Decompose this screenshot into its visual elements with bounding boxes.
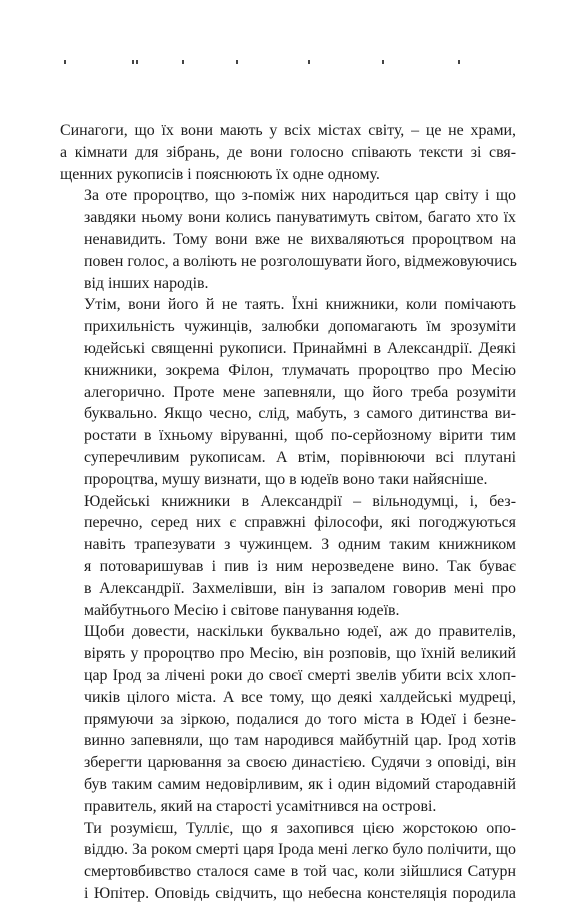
text-line: буквально. Якщо чесно, слід, мабуть, з самого дитинства ви- — [84, 405, 516, 423]
text-line: був таким самим недовірливим, як і один відомий стародавній — [84, 775, 516, 793]
header-mark — [136, 60, 138, 64]
text-line: прихильність чужинців, залюбки допомагають їм зрозуміти — [84, 318, 516, 336]
header-mark — [458, 60, 460, 64]
header-mark — [382, 60, 384, 64]
text-line: Синагоги, що їх вони мають у всіх містах світу, – це не храми, — [60, 122, 516, 139]
text-line: За оте пророцтво, що з-поміж них народиться цар світу і що — [84, 187, 516, 205]
paragraph — [60, 818, 516, 905]
header-mark — [182, 60, 184, 64]
text-line: майбутнього Месію і світове панування юдеїв. — [84, 601, 400, 619]
text-line: прямуючи за зіркою, подалися до того міста в Юдеї і безне- — [84, 710, 516, 728]
text-line: книжники, зокрема Філон, тлумачать пророцтво про Месію — [84, 361, 516, 379]
text-line: щенних рукописів і пояснюють їх одне одному. — [60, 165, 380, 183]
paragraph — [60, 120, 516, 185]
text-line: віддю. За роком смерті царя Ірода мені легко було полічити, що — [84, 841, 516, 859]
text-line: повен голос, а воліють не розголошувати його, відмежовуючись — [84, 252, 517, 270]
paragraph — [60, 294, 516, 490]
text-line: цар Ірод за лічені роки до своєї смерті звелів убити всіх хлоп- — [84, 666, 516, 684]
text-line: зберегти царювання за своєю династією. Судячи з оповіді, він — [84, 754, 516, 772]
text-line: завдяки ньому вони колись пануватимуть світом, багато хто їх — [84, 209, 516, 227]
text-line: юдейські священні рукописи. Принаймні в Александрії. Деякі — [84, 339, 516, 357]
header-marks — [50, 60, 527, 68]
text-line: перечно, серед них є справжні філософи, які погоджуються — [84, 514, 516, 532]
text-line: ростати в їхньому віруванні, щоб по-серйозному вірити тим — [84, 427, 516, 445]
paragraph — [60, 185, 516, 294]
text-line: пророцтва, мушу визнати, що в юдеїв воно таки найясніше. — [84, 470, 488, 488]
text-line: Утім, вони його й не таять. Їхні книжники, коли помічають — [84, 296, 516, 314]
text-line: Ти розумієш, Тулліє, що я захопився цією жорстокою опо- — [84, 819, 516, 837]
text-line: вірять у пророцтво про Месію, він розповів, що їхній великий — [84, 645, 516, 663]
text-line: я потоваришував і пив із ним нерозведене вино. Так буває — [84, 557, 516, 575]
text-line: правитель, який на старості усамітнився на острові. — [84, 797, 437, 815]
paragraph — [60, 491, 516, 622]
text-line: винно запевняли, що там народився майбутній цар. Ірод хотів — [84, 732, 516, 750]
page-body — [60, 120, 516, 905]
text-line: алегорично. Проте мене запевняли, що його треба розуміти — [84, 383, 516, 401]
text-line: суперечливим рукописам. А втім, порівнюючи всі плутані — [84, 448, 516, 466]
header-mark — [308, 60, 310, 64]
header-mark — [64, 60, 66, 64]
text-line: смертовбивство сталося саме в той час, коли зійшлися Сатурн — [84, 863, 516, 881]
header-mark — [132, 60, 134, 64]
text-line: Юдейські книжники в Александрії – вільнодумці, і, без- — [84, 492, 516, 510]
text-line: ненавидить. Тому вони вже не вихваляються пророцтвом на — [84, 230, 516, 248]
text-line: а кімнати для зібрань, де вони голосно співають тексти зі свя- — [60, 143, 516, 161]
text-line: від інших народів. — [84, 274, 209, 292]
text-line: чиків цілого міста. А все тому, що деякі халдейські мудреці, — [84, 688, 516, 706]
text-line: і Юпітер. Оповідь свідчить, що небесна констеляція породила — [84, 884, 516, 902]
text-line: Щоби довести, наскільки буквально юдеї, аж до правителів, — [84, 623, 516, 641]
text-line: в Александрії. Захмелівши, він із запалом говорив мені про — [84, 579, 516, 597]
text-line: навіть трапезувати з чужинцем. З одним таким книжником — [84, 536, 516, 554]
header-mark — [236, 60, 238, 64]
paragraph — [60, 621, 516, 817]
